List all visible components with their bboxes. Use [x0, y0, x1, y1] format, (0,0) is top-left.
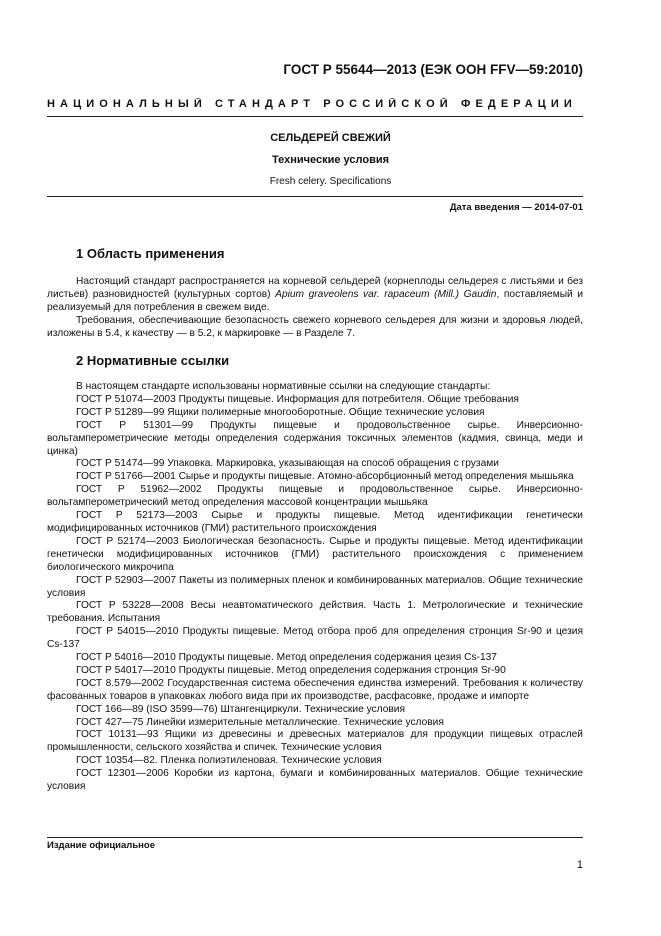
reference-item: ГОСТ Р 51766—2001 Сырье и продукты пищевые. Атомно-абсорбционный метод определения мышьяка — [76, 471, 574, 483]
reference-item: ГОСТ Р 52174—2003 Биологическая безопасность. Сырье и продукты пищевые. Метод идентификации генетически модифицированных источников (ГМИ) растительного происхождения с применением биологического микрочипа — [47, 535, 583, 573]
reference-item: ГОСТ Р 51301—99 Продукты пищевые и продовольственное сырье. Инверсионно-вольтамперометрические методы определения содержания токсичных элементов (кадмия, свинца, меди и цинка) — [47, 419, 583, 457]
reference-item: ГОСТ 8.579—2002 Государственная система обеспечения единства измерений. Требования к количеству фасованных товаров в упаковках любого вида при их производстве, расфасовке, продаже и импорте — [47, 677, 583, 702]
reference-item: ГОСТ 10354—82. Пленка полиэтиленовая. Технические условия — [76, 755, 382, 767]
reference-item: ГОСТ Р 54016—2010 Продукты пищевые. Метод определения содержания цезия Cs-137 — [76, 652, 497, 664]
reference-item: ГОСТ Р 52173—2003 Сырье и продукты пищевые. Метод идентификации генетически модифицированных источников (ГМИ) растительного происхождения — [47, 510, 583, 534]
document-subtitle: Технические условия — [271, 154, 390, 166]
reference-item: ГОСТ 427—75 Линейки измерительные металлические. Технические условия — [76, 716, 444, 728]
references-intro: В настоящем стандарте использованы нормативные ссылки на следующие стандарты: — [76, 381, 491, 392]
section-1-body — [47, 276, 583, 341]
header-divider — [47, 116, 583, 117]
english-title: Fresh celery. Specifications — [269, 176, 392, 187]
page-number: 1 — [576, 859, 583, 871]
section-2-body — [47, 381, 583, 794]
reference-item: ГОСТ Р 53228—2008 Весы неавтоматического действия. Часть 1. Метрологические и технические требования. Испытания — [47, 600, 583, 625]
reference-item: ГОСТ 12301—2006 Коробки из картона, бумаги и комбинированных материалов. Общие технические условия — [47, 768, 583, 793]
reference-item: ГОСТ Р 54017—2010 Продукты пищевые. Метод определения содержания стронция Sr-90 — [76, 664, 506, 676]
standard-code: ГОСТ Р 55644—2013 (ЕЭК ООН FFV—59:2010) — [283, 62, 583, 77]
species-name: Apium graveolens var. rapaceum (Mill.) Gaudin — [275, 288, 497, 300]
reference-item: ГОСТ Р 51074—2003 Продукты пищевые. Информация для потребителя. Общие требования — [76, 393, 519, 405]
reference-item: ГОСТ 166—89 (ISO 3599—76) Штангенциркули. Технические условия — [76, 703, 405, 715]
section-1-heading: 1 Область применения — [76, 246, 225, 261]
reference-item: ГОСТ Р 51289—99 Ящики полимерные многооборотные. Общие технические условия — [76, 406, 485, 418]
references-list — [47, 394, 583, 794]
introduction-date: Дата введения — 2014-07-01 — [449, 202, 583, 213]
footer-divider — [47, 837, 583, 838]
national-standard-banner: НАЦИОНАЛЬНЫЙ СТАНДАРТ РОССИЙСКОЙ ФЕДЕРАЦИИ — [47, 98, 577, 110]
reference-item: ГОСТ 10131—93 Ящики из древесины и древесных материалов для продукции пищевых отраслей промышленности, сельского хозяйства и спичек. Технические условия — [47, 729, 583, 754]
title-divider — [47, 196, 583, 197]
official-edition-label: Издание официальное — [47, 840, 155, 851]
safety-paragraph: Требования, обеспечивающие безопасность свежего корневого сельдерея для жизни и здоровья людей, изложены в 5.4, к качеству — в 5.2, к маркировке — в Разделе 7. — [47, 314, 583, 339]
reference-item: ГОСТ Р 52903—2007 Пакеты из полимерных пленок и комбинированных материалов. Общие технические условия — [47, 574, 583, 599]
section-2-heading: 2 Нормативные ссылки — [76, 353, 230, 368]
scope-paragraph: Настоящий стандарт распространяется на корневой сельдерей (корнеплоды сельдерея с листьями и без листьев) разновидностей (культурных сортов) Apium graveolens var. rapaceum (Mill.) Gaudin, поставляемый и реализуемый для потребления в свежем виде. — [47, 276, 584, 313]
reference-item: ГОСТ Р 51474—99 Упаковка. Маркировка, указывающая на способ обращения с грузами — [76, 458, 499, 470]
reference-item: ГОСТ Р 51962—2002 Продукты пищевые и продовольственное сырье. Инверсионно-вольтамперометрический метод определения массовой концентрации мышьяка — [47, 484, 583, 509]
reference-item: ГОСТ Р 54015—2010 Продукты пищевые. Метод отбора проб для определения стронция Sr-90 и цезия Cs-137 — [47, 626, 583, 651]
document-title: СЕЛЬДЕРЕЙ СВЕЖИЙ — [270, 132, 391, 144]
